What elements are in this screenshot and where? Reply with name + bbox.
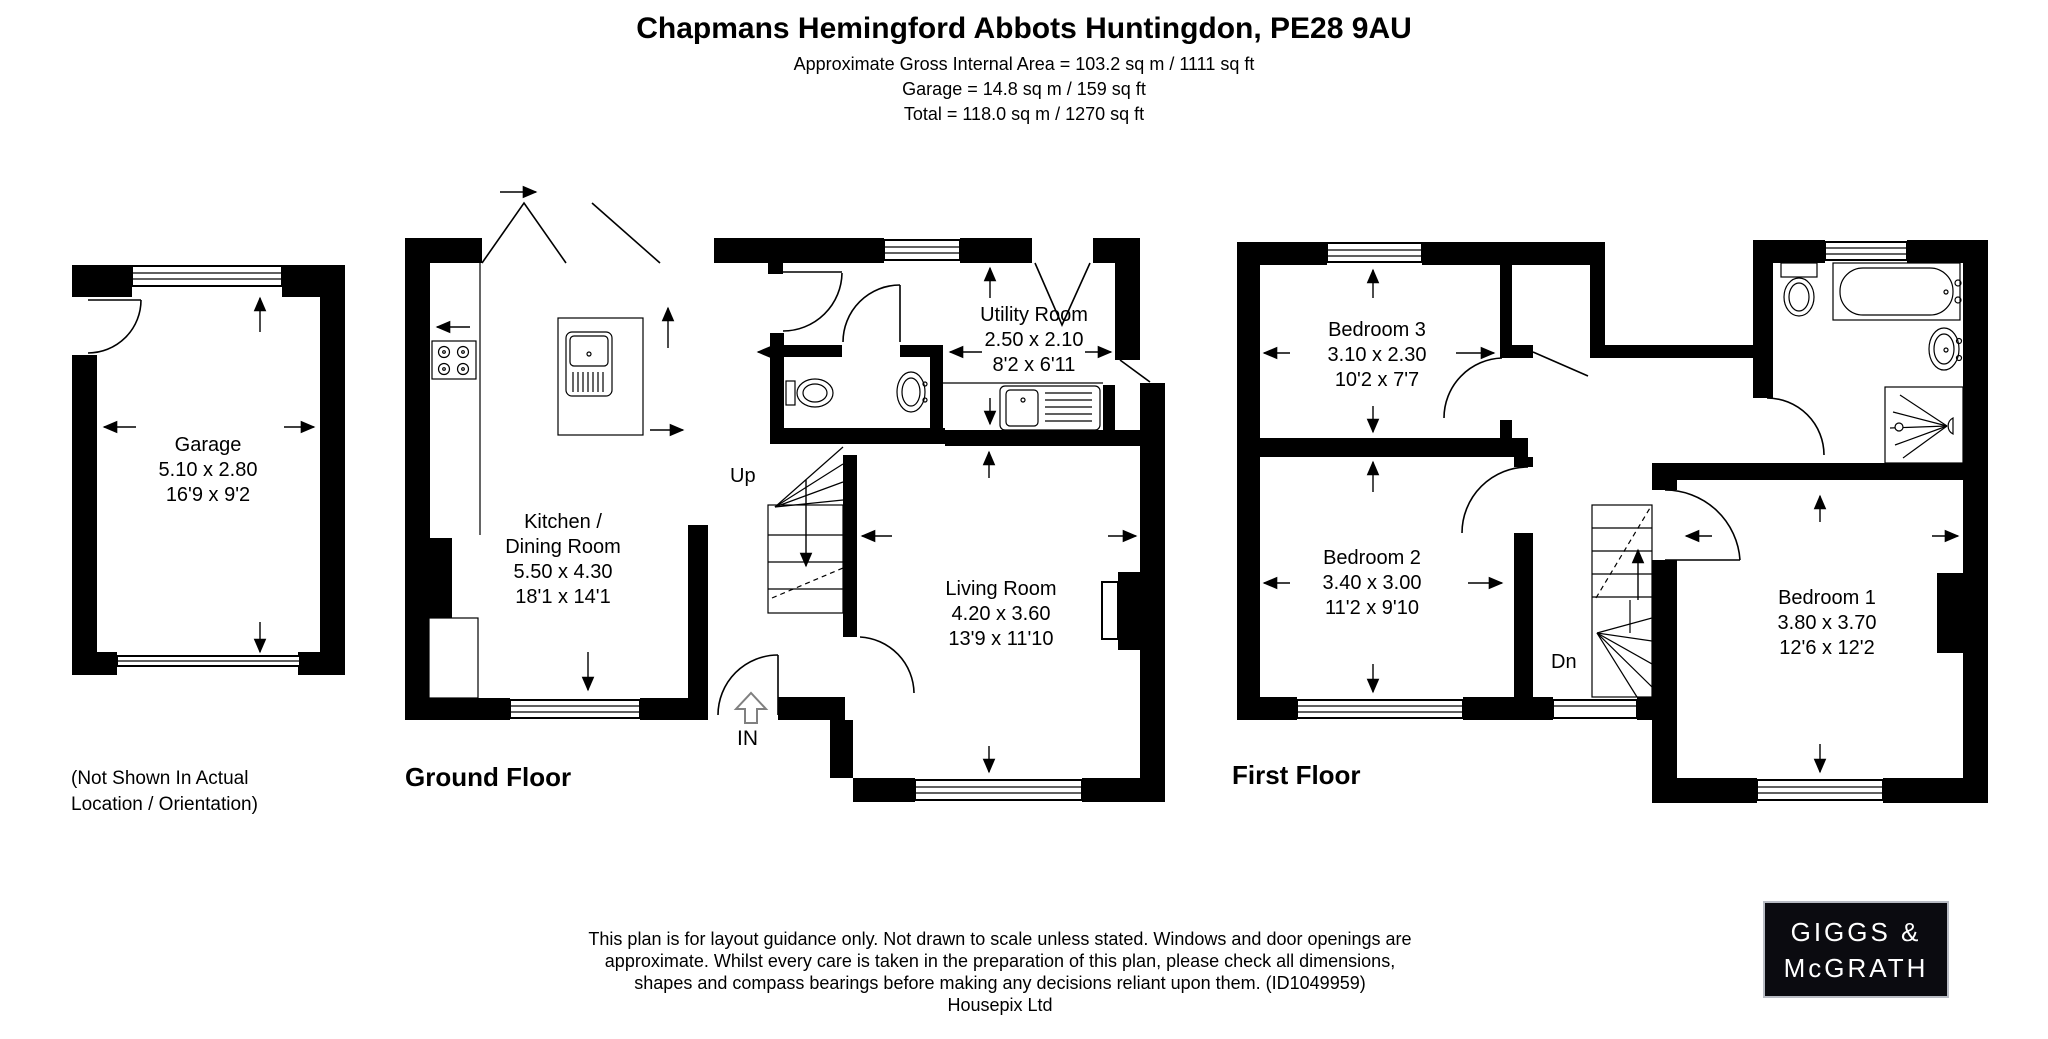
bathroom-basin-symbol — [1929, 328, 1962, 370]
bedroom3-label: Bedroom 3 3.10 x 2.30 10'2 x 7'7 — [1327, 319, 1427, 391]
page-title: Chapmans Hemingford Abbots Huntingdon, PE28 9AU — [636, 12, 1412, 45]
bathtub-symbol — [1833, 263, 1961, 320]
ground-floor-plan — [405, 192, 1165, 802]
stairs-up-label: Up — [730, 465, 756, 487]
bathroom-toilet-symbol — [1781, 263, 1817, 316]
garage-window-bottom — [117, 656, 300, 666]
bedroom1-label: Bedroom 1 3.80 x 3.70 12'6 x 12'2 — [1777, 587, 1877, 659]
utility-sink-symbol — [943, 383, 1103, 430]
kitchen-label: Kitchen / Dining Room 5.50 x 4.30 18'1 x 14'1 — [505, 511, 621, 608]
first-floor-title: First Floor — [1232, 760, 1361, 790]
utility-room-label: Utility Room 2.50 x 2.10 8'2 x 6'11 — [980, 304, 1088, 376]
wc-basin-symbol — [897, 372, 927, 412]
ground-floor-dimension-arrows — [437, 192, 1136, 772]
hob-symbol — [432, 341, 476, 379]
area-line-2: Garage = 14.8 sq m / 159 sq ft — [902, 79, 1146, 99]
shower-symbol — [1885, 387, 1963, 463]
bedroom2-label: Bedroom 2 3.40 x 3.00 11'2 x 9'10 — [1322, 547, 1422, 619]
entrance-label: IN — [737, 727, 758, 750]
disclaimer-text: This plan is for layout guidance only. Not drawn to scale unless stated. Windows and door openings are approximate. Whilst every care is taken in the preparation of this plan, please check all dimensions, shapes and compass bearings before making any decisions reliant upon them. (ID1049959) — [588, 929, 1412, 993]
entrance-arrow-icon — [736, 693, 766, 723]
disclaimer — [575, 928, 1425, 1016]
stairs-down-label: Dn — [1551, 651, 1577, 673]
stairs-down-symbol — [1592, 505, 1652, 697]
area-summary — [0, 52, 2048, 127]
area-line-3: Total = 118.0 sq m / 1270 sq ft — [903, 104, 1145, 124]
agency-logo-line2: McGRATH — [1783, 952, 1929, 983]
living-room-label: Living Room 4.20 x 3.60 13'9 x 11'10 — [945, 578, 1057, 650]
agency-logo-line1: GIGGS & — [1790, 916, 1922, 947]
wall-break-zigzag — [482, 203, 660, 263]
ground-floor-title: Ground Floor — [405, 762, 572, 792]
garage-note: (Not Shown In Actual Location / Orientation) — [71, 768, 258, 815]
garage-window-top — [132, 266, 282, 286]
kitchen-island-symbol — [558, 318, 643, 435]
garage-door-arc — [88, 300, 141, 353]
agency-logo — [1763, 901, 1949, 998]
kitchen-counter-line — [429, 263, 480, 698]
garage-label: Garage 5.10 x 2.80 16'9 x 9'2 — [158, 434, 258, 506]
area-line-1: Approximate Gross Internal Area = 103.2 sq m / 1111 sq ft — [793, 54, 1255, 74]
credit-text: Housepix Ltd — [947, 995, 1053, 1015]
wc-toilet-symbol — [786, 379, 833, 407]
